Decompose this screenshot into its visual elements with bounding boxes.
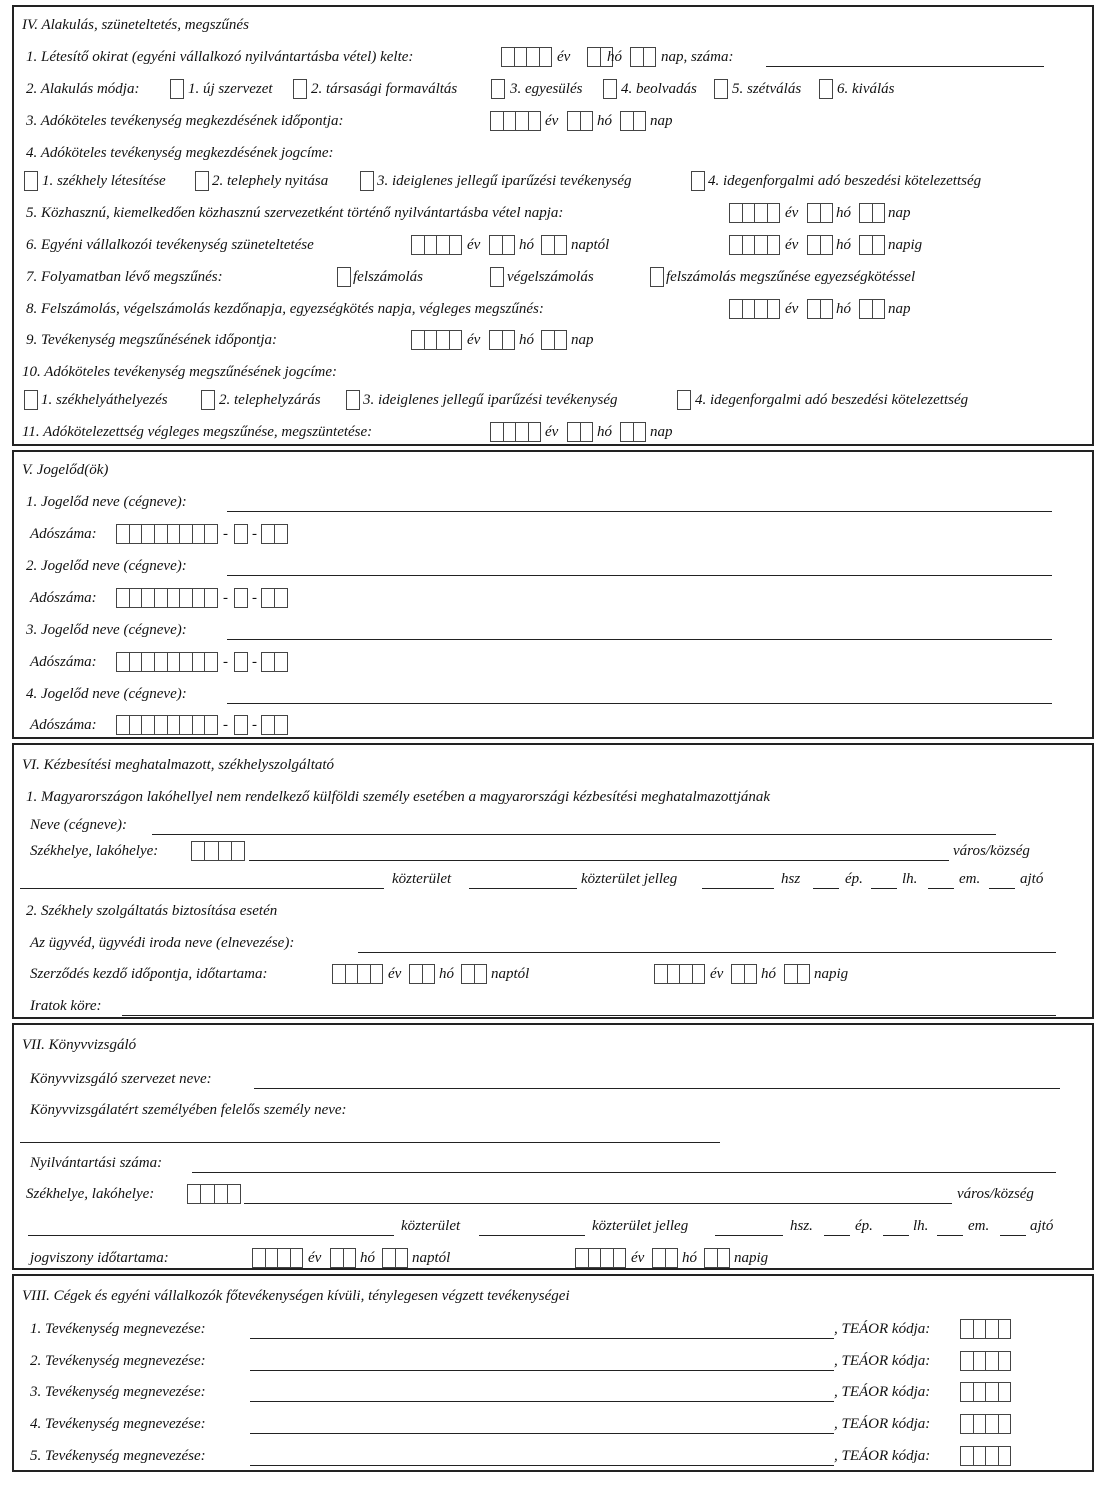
year-label: év (545, 424, 559, 440)
month-label: hó (360, 1250, 375, 1266)
street-type-line[interactable] (479, 1235, 585, 1236)
street-line[interactable] (28, 1235, 394, 1236)
tax-number-boxes[interactable] (116, 715, 218, 735)
staircase-label: lh. (913, 1218, 929, 1234)
year-label: év (785, 301, 799, 317)
building-label: ép. (855, 1218, 873, 1234)
tax-county-boxes[interactable] (261, 715, 288, 735)
city-label: város/község (953, 843, 1030, 859)
field-label: Neve (cégneve): (30, 817, 128, 833)
option-label: felszámolás (353, 269, 424, 285)
jogelod-2-name-line[interactable] (227, 575, 1052, 576)
field-label: 7. Folyamatban lévő megszűnés: (26, 269, 223, 285)
section-title: VI. Kézbesítési meghatalmazott, székhelyszolgáltató (22, 757, 335, 773)
city-line[interactable] (249, 860, 949, 861)
tax-county-boxes[interactable] (261, 588, 288, 608)
month-boxes[interactable] (567, 422, 593, 442)
option-label: 2. telephely nyitása (212, 173, 329, 189)
year-boxes[interactable] (729, 203, 780, 223)
field-label: 1. Tevékenység megnevezése: (30, 1321, 206, 1337)
field-label: Iratok köre: (30, 998, 102, 1014)
year-boxes[interactable] (729, 299, 780, 319)
day-from-label: naptól (491, 966, 530, 982)
day-label: nap (650, 424, 673, 440)
checkbox-kivalas[interactable] (819, 79, 833, 99)
year-label: év (467, 332, 481, 348)
year-boxes-from[interactable] (252, 1248, 303, 1268)
month-label: hó (836, 301, 851, 317)
jogelod-3-name-line[interactable] (227, 639, 1052, 640)
street-line[interactable] (20, 888, 384, 889)
city-label: város/község (957, 1186, 1034, 1202)
teaor-code-boxes[interactable] (960, 1446, 1011, 1466)
year-boxes-to[interactable] (654, 964, 705, 984)
field-label: Adószáma: (30, 590, 97, 606)
month-label: hó (836, 237, 851, 253)
checkbox-szekhely-letesitese[interactable] (24, 171, 38, 191)
dash: - (252, 654, 257, 670)
staircase-label: lh. (902, 871, 918, 887)
field-label: Az ügyvéd, ügyvédi iroda neve (elnevezése): (30, 935, 295, 951)
year-boxes[interactable] (501, 47, 552, 67)
name-line[interactable] (152, 834, 996, 835)
number-line[interactable] (766, 66, 1044, 67)
house-number-label: hsz. (790, 1218, 813, 1234)
field-label: 8. Felszámolás, végelszámolás kezdőnapja, egyezségkötés napja, végleges megszűnés: (26, 301, 544, 317)
door-line[interactable] (1000, 1235, 1026, 1236)
checkbox-telephelyzaras[interactable] (201, 390, 215, 410)
option-label: 1. székhelyáthelyezés (41, 392, 168, 408)
day-boxes-to[interactable] (859, 235, 885, 255)
teaor-code-boxes[interactable] (960, 1351, 1011, 1371)
door-label: ajtó (1030, 1218, 1054, 1234)
month-boxes[interactable] (567, 111, 593, 131)
checkbox-idegenforgalmi[interactable] (677, 390, 691, 410)
floor-line[interactable] (937, 1235, 963, 1236)
teaor-label: , TEÁOR kódja: (834, 1448, 931, 1464)
teaor-label: , TEÁOR kódja: (834, 1353, 931, 1369)
dash: - (252, 590, 257, 606)
option-label: 6. kiválás (837, 81, 895, 97)
section-title: V. Jogelőd(ök) (22, 462, 109, 478)
year-boxes-to[interactable] (575, 1248, 626, 1268)
tax-number-boxes[interactable] (116, 652, 218, 672)
day-from-label: naptól (571, 237, 610, 253)
month-boxes[interactable] (807, 203, 833, 223)
section-title: VII. Könyvvizsgáló (22, 1037, 137, 1053)
year-label: év (631, 1250, 645, 1266)
day-label: nap (571, 332, 594, 348)
tax-county-boxes[interactable] (261, 652, 288, 672)
field-label: Adószáma: (30, 526, 97, 542)
month-label: hó (519, 237, 534, 253)
street-type-label: közterület jelleg (581, 871, 678, 887)
tax-number-boxes[interactable] (116, 524, 218, 544)
field-label: 1. Létesítő okirat (egyéni vállalkozó nyilvántartásba vétel) kelte: (26, 49, 414, 65)
registration-number-line[interactable] (192, 1172, 1056, 1173)
month-label: hó (761, 966, 776, 982)
field-label: 4. Jogelőd neve (cégneve): (26, 686, 187, 702)
day-boxes-from[interactable] (541, 235, 567, 255)
staircase-line[interactable] (871, 888, 897, 889)
month-label: hó (836, 205, 851, 221)
activity-name-line[interactable] (250, 1433, 834, 1434)
year-label: év (467, 237, 481, 253)
month-label: hó (597, 424, 612, 440)
door-label: ajtó (1020, 871, 1044, 887)
month-label: hó (597, 113, 612, 129)
option-label: 4. idegenforgalmi adó beszedési kötelezettség (695, 392, 969, 408)
field-label: 3. Tevékenység megnevezése: (30, 1384, 206, 1400)
month-label: hó (519, 332, 534, 348)
day-boxes[interactable] (541, 330, 567, 350)
checkbox-ideiglenes-iparuzesi[interactable] (360, 171, 374, 191)
activity-name-line[interactable] (250, 1401, 834, 1402)
day-boxes-to[interactable] (704, 1248, 730, 1268)
section-viii (12, 1274, 1094, 1472)
month-label: hó (607, 49, 622, 65)
activity-name-line[interactable] (250, 1465, 834, 1466)
field-label: 1. Jogelőd neve (cégneve): (26, 494, 187, 510)
option-label: 1. új szervezet (188, 81, 273, 97)
year-boxes[interactable] (490, 111, 541, 131)
section-vii (12, 1023, 1094, 1270)
responsible-person-line[interactable] (20, 1142, 720, 1143)
floor-line[interactable] (928, 888, 954, 889)
day-boxes-to[interactable] (784, 964, 810, 984)
section-iv (12, 5, 1094, 446)
documents-line[interactable] (122, 1015, 1056, 1016)
day-boxes[interactable] (859, 299, 885, 319)
teaor-code-boxes[interactable] (960, 1414, 1011, 1434)
year-label: év (388, 966, 402, 982)
checkbox-ideiglenes-iparuzesi[interactable] (346, 390, 360, 410)
month-boxes-to[interactable] (807, 235, 833, 255)
day-boxes-from[interactable] (461, 964, 487, 984)
option-label: 4. idegenforgalmi adó beszedési kötelezettség (708, 173, 982, 189)
month-label: hó (682, 1250, 697, 1266)
jogelod-1-name-line[interactable] (227, 511, 1052, 512)
building-label: ép. (845, 871, 863, 887)
field-label: 4. Tevékenység megnevezése: (30, 1416, 206, 1432)
option-label: végelszámolás (507, 269, 594, 285)
day-boxes[interactable] (859, 203, 885, 223)
door-line[interactable] (989, 888, 1015, 889)
floor-label: em. (968, 1218, 990, 1234)
month-boxes[interactable] (807, 299, 833, 319)
month-boxes-from[interactable] (489, 235, 515, 255)
teaor-label: , TEÁOR kódja: (834, 1384, 931, 1400)
subsection-title: 1. Magyarországon lakóhellyel nem rendelkező külföldi személy esetében a magyarországi kézbesítési meghatalmazottjának (26, 789, 771, 805)
day-boxes[interactable] (620, 111, 646, 131)
year-boxes-to[interactable] (729, 235, 780, 255)
building-line[interactable] (813, 888, 839, 889)
field-label: 10. Adóköteles tevékenység megszűnésének jogcíme: (22, 364, 338, 380)
section-title: IV. Alakulás, szüneteltetés, megszűnés (22, 17, 249, 33)
field-label: 5. Tevékenység megnevezése: (30, 1448, 206, 1464)
field-label: jogviszony időtartama: (30, 1250, 169, 1266)
day-boxes[interactable] (630, 47, 656, 67)
checkbox-uj-szervezet[interactable] (170, 79, 184, 99)
day-from-label: naptól (412, 1250, 451, 1266)
tax-vat-box[interactable] (234, 588, 248, 608)
day-boxes[interactable] (620, 422, 646, 442)
tax-county-boxes[interactable] (261, 524, 288, 544)
checkbox-tarsasagi-formavaltas[interactable] (293, 79, 307, 99)
field-label: 11. Adókötelezettség végleges megszűnése, megszüntetése: (22, 424, 373, 440)
section-vi (12, 743, 1094, 1019)
dash: - (223, 717, 228, 733)
checkbox-beolvadas[interactable] (603, 79, 617, 99)
dash: - (252, 717, 257, 733)
lawyer-name-line[interactable] (358, 952, 1056, 953)
option-label: felszámolás megszűnése egyezségkötéssel (666, 269, 916, 285)
field-label: 2. Jogelőd neve (cégneve): (26, 558, 187, 574)
month-boxes[interactable] (489, 330, 515, 350)
month-boxes-to[interactable] (731, 964, 757, 984)
field-label: Székhelye, lakóhelye: (26, 1186, 155, 1202)
section-v (12, 450, 1094, 739)
dash: - (223, 526, 228, 542)
checkbox-felszamolas[interactable] (337, 267, 351, 287)
teaor-label: , TEÁOR kódja: (834, 1416, 931, 1432)
day-number-label: nap, száma: (661, 49, 734, 65)
checkbox-vegelszamolas[interactable] (490, 267, 504, 287)
subsection-title: 2. Székhely szolgáltatás biztosítása esetén (26, 903, 278, 919)
option-label: 2. telephelyzárás (219, 392, 321, 408)
year-label: év (710, 966, 724, 982)
year-label: év (785, 237, 799, 253)
option-label: 2. társasági formaváltás (311, 81, 458, 97)
street-label: közterület (392, 871, 452, 887)
section-title: VIII. Cégek és egyéni vállalkozók főtevékenységen kívüli, ténylegesen végzett tevékenységei (22, 1288, 570, 1304)
tax-number-boxes[interactable] (116, 588, 218, 608)
dash: - (223, 654, 228, 670)
street-type-label: közterület jelleg (592, 1218, 689, 1234)
tax-vat-box[interactable] (234, 652, 248, 672)
month-boxes-from[interactable] (330, 1248, 356, 1268)
field-label: 3. Jogelőd neve (cégneve): (26, 622, 187, 638)
day-to-label: napig (888, 237, 923, 253)
teaor-label: , TEÁOR kódja: (834, 1321, 931, 1337)
street-label: közterület (401, 1218, 461, 1234)
day-label: nap (888, 205, 911, 221)
tax-vat-box[interactable] (234, 524, 248, 544)
field-label: 2. Alakulás módja: (26, 81, 140, 97)
floor-label: em. (959, 871, 981, 887)
month-label: hó (439, 966, 454, 982)
year-boxes-from[interactable] (411, 235, 462, 255)
year-boxes-from[interactable] (332, 964, 383, 984)
city-line[interactable] (244, 1203, 952, 1204)
auditor-org-line[interactable] (254, 1088, 1060, 1089)
option-label: 5. szétválás (732, 81, 802, 97)
year-boxes[interactable] (411, 330, 462, 350)
option-label: 3. egyesülés (510, 81, 583, 97)
house-number-line[interactable] (702, 888, 774, 889)
dash: - (252, 526, 257, 542)
day-label: nap (888, 301, 911, 317)
field-label: 9. Tevékenység megszűnésének időpontja: (26, 332, 278, 348)
checkbox-telephely-nyitasa[interactable] (195, 171, 209, 191)
postcode-boxes[interactable] (191, 841, 245, 861)
building-line[interactable] (824, 1235, 850, 1236)
option-label: 3. ideiglenes jellegű iparűzési tevékenység (363, 392, 618, 408)
year-label: év (557, 49, 571, 65)
activity-name-line[interactable] (250, 1338, 834, 1339)
month-boxes-to[interactable] (652, 1248, 678, 1268)
field-label: Könyvvizsgáló szervezet neve: (30, 1071, 212, 1087)
field-label: 2. Tevékenység megnevezése: (30, 1353, 206, 1369)
option-label: 4. beolvadás (621, 81, 697, 97)
field-label: 4. Adóköteles tevékenység megkezdésének jogcíme: (26, 145, 334, 161)
day-to-label: napig (814, 966, 849, 982)
house-number-label: hsz (781, 871, 801, 887)
checkbox-egyesules[interactable] (491, 79, 505, 99)
dash: - (223, 590, 228, 606)
field-label: Adószáma: (30, 654, 97, 670)
checkbox-szetvalas[interactable] (714, 79, 728, 99)
field-label: Könyvvizsgálatért személyében felelős személy neve: (30, 1102, 347, 1118)
teaor-code-boxes[interactable] (960, 1382, 1011, 1402)
day-to-label: napig (734, 1250, 769, 1266)
checkbox-szekhelyathelyezes[interactable] (24, 390, 38, 410)
teaor-code-boxes[interactable] (960, 1319, 1011, 1339)
field-label: 5. Közhasznú, kiemelkedően közhasznú szervezetként történő nyilvántartásba vétel napja: (26, 205, 564, 221)
street-type-line[interactable] (469, 888, 577, 889)
month-boxes-from[interactable] (409, 964, 435, 984)
year-label: év (308, 1250, 322, 1266)
field-label: Szerződés kezdő időpontja, időtartama: (30, 966, 268, 982)
field-label: Nyilvántartási száma: (30, 1155, 163, 1171)
house-number-line[interactable] (715, 1235, 783, 1236)
tax-vat-box[interactable] (234, 715, 248, 735)
year-boxes[interactable] (490, 422, 541, 442)
field-label: Adószáma: (30, 717, 97, 733)
option-label: 1. székhely létesítése (42, 173, 166, 189)
checkbox-idegenforgalmi[interactable] (691, 171, 705, 191)
postcode-boxes[interactable] (187, 1184, 241, 1204)
field-label: 6. Egyéni vállalkozói tevékenység szüneteltetése (26, 237, 314, 253)
year-label: év (785, 205, 799, 221)
field-label: Székhelye, lakóhelye: (30, 843, 159, 859)
field-label: 3. Adóköteles tevékenység megkezdésének időpontja: (26, 113, 344, 129)
jogelod-4-name-line[interactable] (227, 703, 1052, 704)
option-label: 3. ideiglenes jellegű iparűzési tevékenység (377, 173, 632, 189)
activity-name-line[interactable] (250, 1370, 834, 1371)
checkbox-felszamolas-egyezseg[interactable] (650, 267, 664, 287)
staircase-line[interactable] (883, 1235, 909, 1236)
year-label: év (545, 113, 559, 129)
day-label: nap (650, 113, 673, 129)
day-boxes-from[interactable] (382, 1248, 408, 1268)
